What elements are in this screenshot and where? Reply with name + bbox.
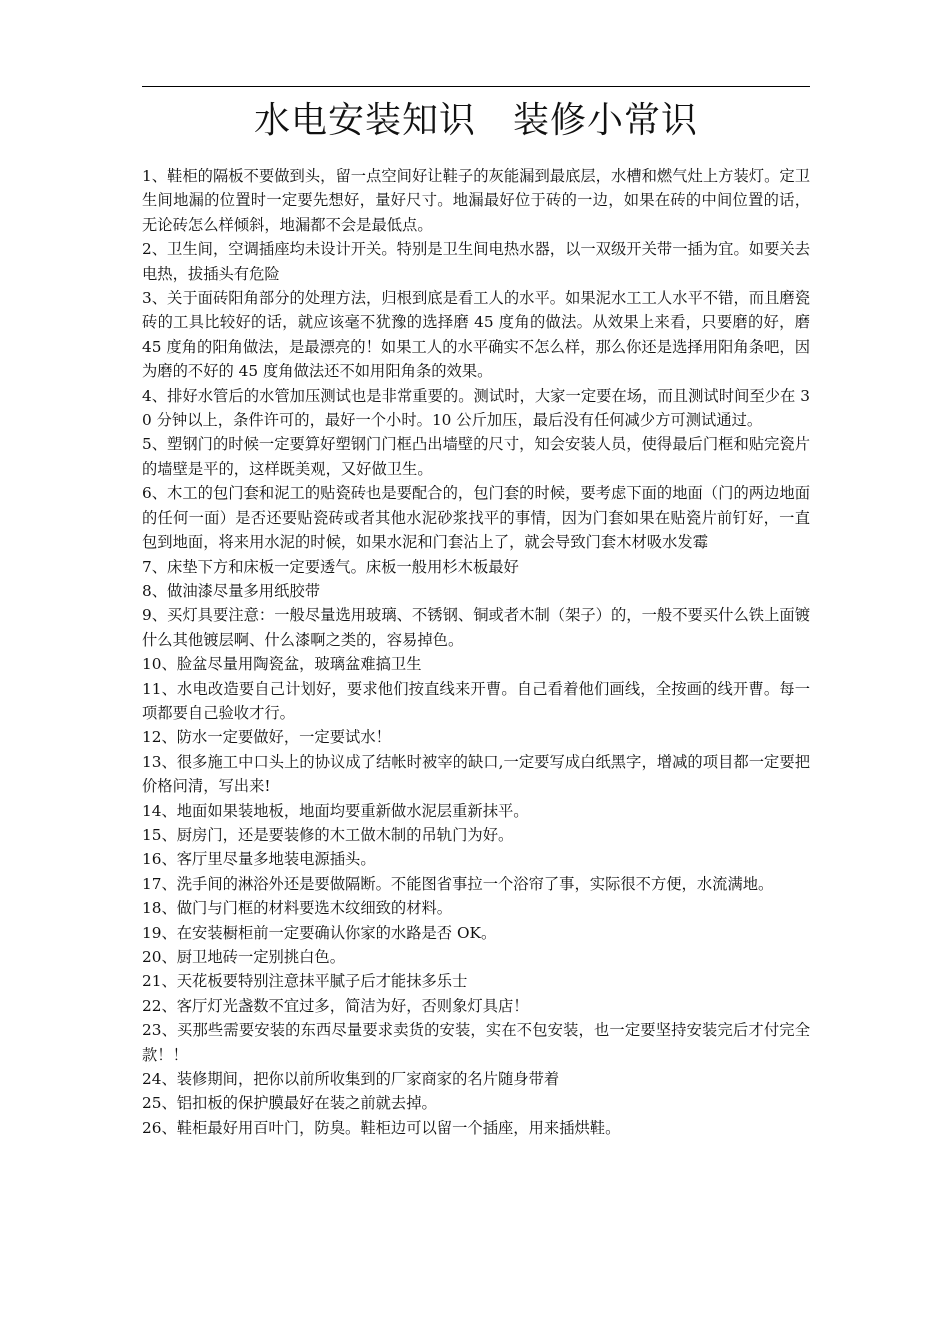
- tip-item-22: 22、客厅灯光盏数不宜过多，简洁为好，否则象灯具店！: [142, 996, 529, 1015]
- tip-item-4: 4、排好水管后的水管加压测试也是非常重要的。测试时，大家一定要在场，而且测试时间至少在 30 分钟以上，条件许可的，最好一个小时。10 公斤加压，最后没有任何减少方可测试通过。: [142, 386, 810, 430]
- document-body: [142, 164, 810, 1140]
- tip-item-14: 14、地面如果装地板，地面均要重新做水泥层重新抹平。: [142, 801, 529, 820]
- tip-item-24: 24、装修期间，把你以前所收集到的厂家商家的名片随身带着: [142, 1070, 560, 1089]
- tip-item-7: 7、床垫下方和床板一定要透气。床板一般用杉木板最好: [142, 557, 519, 576]
- tip-item-8: 8、做油漆尽量多用纸胶带: [142, 581, 320, 600]
- tip-item-16: 16、客厅里尽量多地装电源插头。: [142, 850, 376, 869]
- tip-item-26: 26、鞋柜最好用百叶门，防臭。鞋柜边可以留一个插座，用来插烘鞋。: [142, 1118, 621, 1137]
- tip-item-3: 3、关于面砖阳角部分的处理方法，归根到底是看工人的水平。如果泥水工工人水平不错，而且磨瓷砖的工具比较好的话，就应该毫不犹豫的选择磨 45 度角的做法。从效果上来看，只要磨的好，磨 45 度角的阳角做法，是最漂亮的！如果工人的水平确实不怎么样，那么你还是选择用阳角条吧，因为磨的不好的 45 度角做法还不如用阳角条的效果。: [142, 289, 810, 381]
- tip-item-17: 17、洗手间的淋浴外还是要做隔断。不能图省事拉一个浴帘了事，实际很不方便，水流满地。: [142, 874, 774, 893]
- tip-item-18: 18、做门与门框的材料要选木纹细致的材料。: [142, 899, 453, 918]
- tip-item-10: 10、脸盆尽量用陶瓷盆，玻璃盆难搞卫生: [142, 655, 422, 674]
- tip-item-6: 6、木工的包门套和泥工的贴瓷砖也是要配合的，包门套的时候，要考虑下面的地面（门的两边地面的任何一面）是否还要贴瓷砖或者其他水泥砂浆找平的事情，因为门套如果在贴瓷片前钉好，一直包到地面，将来用水泥的时候，如果水泥和门套沾上了，就会导致门套木材吸水发霉: [142, 484, 810, 552]
- tip-item-20: 20、厨卫地砖一定别挑白色。: [142, 948, 346, 966]
- tip-item-12: 12、防水一定要做好，一定要试水！: [142, 728, 391, 747]
- tip-item-15: 15、厨房门，还是要装修的木工做木制的吊轨门为好。: [142, 825, 514, 844]
- tip-item-2: 2、卫生间，空调插座均未设计开关。特别是卫生间电热水器，以一双级开关带一插为宜。如要关去电热，拔插头有危险: [142, 240, 810, 283]
- tip-item-19: 19、在安装橱柜前一定要确认你家的水路是否 OK。: [142, 923, 497, 942]
- header-rule: [142, 86, 810, 87]
- tip-item-25: 25、铝扣板的保护膜最好在装之前就去掉。: [142, 1094, 437, 1113]
- tip-item-11: 11、水电改造要自己计划好，要求他们按直线来开曹。自己看着他们画线，全按画的线开曹。每一项都要自己验收才行。: [142, 679, 810, 722]
- tip-item-13: 13、很多施工中口头上的协议成了结帐时被宰的缺口,一定要写成白纸黑字，增减的项目都一定要把价格问清，写出来!: [142, 752, 810, 796]
- tip-item-5: 5、塑钢门的时候一定要算好塑钢门门框凸出墙壁的尺寸，知会安装人员，使得最后门框和贴完瓷片的墙壁是平的，这样既美观，又好做卫生。: [142, 435, 810, 478]
- tip-item-9: 9、买灯具要注意：一般尽量选用玻璃、不锈钢、铜或者木制（架子）的，一般不要买什么铁上面镀什么其他镀层啊、什么漆啊之类的，容易掉色。: [142, 606, 810, 649]
- tip-item-21: 21、天花板要特别注意抹平腻子后才能抹多乐士: [142, 972, 468, 991]
- page-title: 水电安装知识 装修小常识: [253, 100, 698, 141]
- tip-item-23: 23、买那些需要安装的东西尽量要求卖货的安装，实在不包安装，也一定要坚持安装完后才付完全款！！: [142, 1021, 810, 1064]
- tip-item-1: 1、鞋柜的隔板不要做到头，留一点空间好让鞋子的灰能漏到最底层，水槽和燃气灶上方装灯。定卫生间地漏的位置时一定要先想好，量好尺寸。地漏最好位于砖的一边，如果在砖的中间位置的话，无论砖怎么样倾斜，地漏都不会是最低点。: [142, 167, 810, 234]
